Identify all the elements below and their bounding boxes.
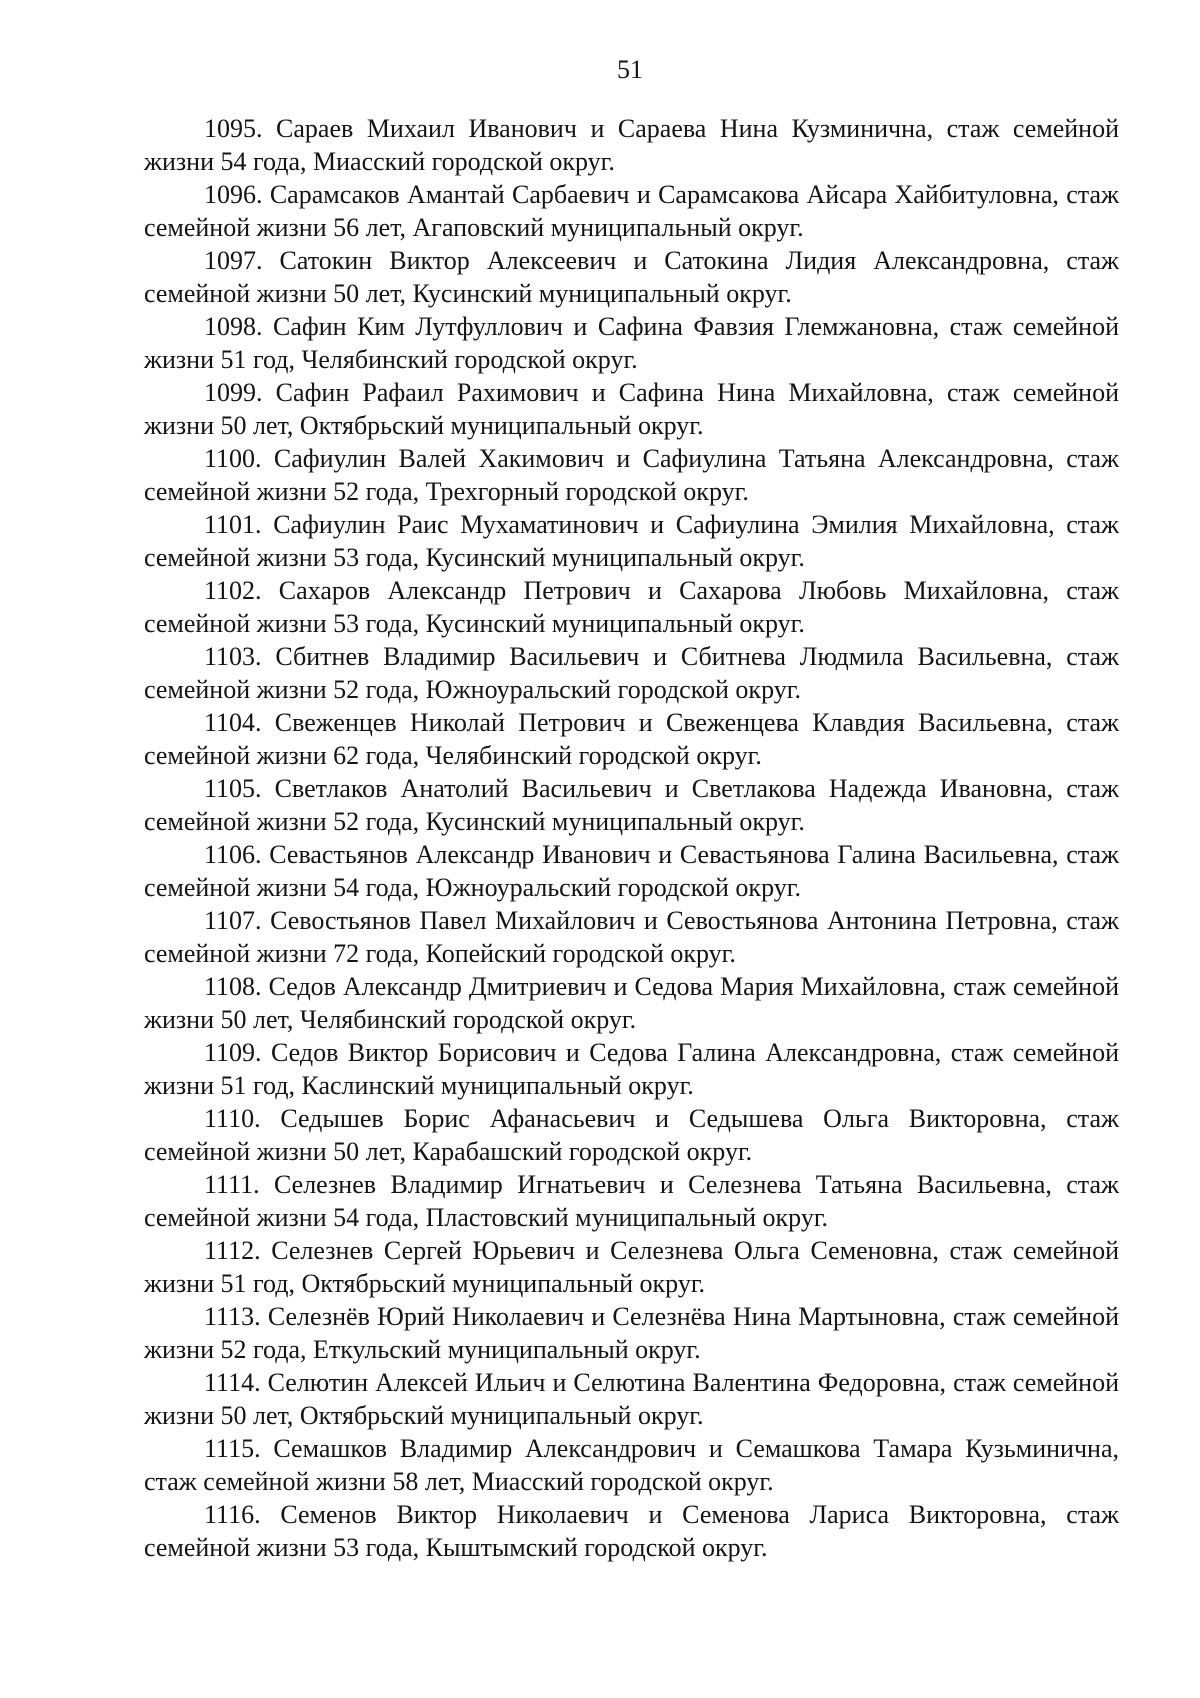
list-item: 1106. Севастьянов Александр Иванович и Севастьянова Галина Васильевна, стаж семейной жизни 54 года, Южноуральский городской округ. — [144, 840, 1119, 902]
list-item: 1109. Седов Виктор Борисович и Седова Галина Александровна, стаж семейной жизни 51 год, Каслинский муниципальный округ. — [144, 1038, 1119, 1100]
list-item: 1107. Севостьянов Павел Михайлович и Севостьянова Антонина Петровна, стаж семейной жизни 72 года, Копейский городской округ. — [144, 906, 1119, 968]
list-item: 1100. Сафиулин Валей Хакимович и Сафиулина Татьяна Александровна, стаж семейной жизни 52 года, Трехгорный городской округ. — [144, 444, 1119, 506]
entry-list — [144, 112, 1119, 1564]
list-item: 1103. Сбитнев Владимир Васильевич и Сбитнева Людмила Васильевна, стаж семейной жизни 52 года, Южноуральский городской округ. — [144, 642, 1119, 704]
list-item: 1110. Седышев Борис Афанасьевич и Седышева Ольга Викторовна, стаж семейной жизни 50 лет, Карабашский городской округ. — [144, 1104, 1119, 1166]
list-item: 1102. Сахаров Александр Петрович и Сахарова Любовь Михайловна, стаж семейной жизни 53 года, Кусинский муниципальный округ. — [144, 576, 1119, 638]
list-item: 1101. Сафиулин Раис Мухаматинович и Сафиулина Эмилия Михайловна, стаж семейной жизни 53 года, Кусинский муниципальный округ. — [144, 510, 1119, 572]
list-item: 1115. Семашков Владимир Александрович и Семашкова Тамара Кузьминична, стаж семейной жизни 58 лет, Миасский городской округ. — [144, 1434, 1119, 1496]
list-item: 1116. Семенов Виктор Николаевич и Семенова Лариса Викторовна, стаж семейной жизни 53 года, Кыштымский городской округ. — [144, 1500, 1119, 1562]
list-item: 1114. Селютин Алексей Ильич и Селютина Валентина Федоровна, стаж семейной жизни 50 лет, Октябрьский муниципальный округ. — [144, 1368, 1119, 1430]
list-item: 1096. Сарамсаков Амантай Сарбаевич и Сарамсакова Айсара Хайбитуловна, стаж семейной жизни 56 лет, Агаповский муниципальный округ. — [144, 180, 1119, 242]
list-item: 1095. Сараев Михаил Иванович и Сараева Нина Кузминична, стаж семейной жизни 54 года, Миасский городской округ. — [144, 114, 1119, 176]
page-number: 51 — [617, 55, 643, 84]
list-item: 1108. Седов Александр Дмитриевич и Седова Мария Михайловна, стаж семейной жизни 50 лет, Челябинский городской округ. — [144, 972, 1119, 1034]
list-item: 1105. Светлаков Анатолий Васильевич и Светлакова Надежда Ивановна, стаж семейной жизни 52 года, Кусинский муниципальный округ. — [144, 774, 1119, 836]
list-item: 1098. Сафин Ким Лутфуллович и Сафина Фавзия Глемжановна, стаж семейной жизни 51 год, Челябинский городской округ. — [144, 312, 1119, 374]
list-item: 1097. Сатокин Виктор Алексеевич и Сатокина Лидия Александровна, стаж семейной жизни 50 лет, Кусинский муниципальный округ. — [144, 246, 1119, 308]
list-item: 1111. Селезнев Владимир Игнатьевич и Селезнева Татьяна Васильевна, стаж семейной жизни 54 года, Пластовский муниципальный округ. — [144, 1170, 1119, 1232]
list-item: 1099. Сафин Рафаил Рахимович и Сафина Нина Михайловна, стаж семейной жизни 50 лет, Октябрьский муниципальный округ. — [144, 378, 1119, 440]
list-item: 1104. Свеженцев Николай Петрович и Свеженцева Клавдия Васильевна, стаж семейной жизни 62 года, Челябинский городской округ. — [144, 708, 1119, 770]
list-item: 1112. Селезнев Сергей Юрьевич и Селезнева Ольга Семеновна, стаж семейной жизни 51 год, Октябрьский муниципальный округ. — [144, 1236, 1119, 1298]
list-item: 1113. Селезнёв Юрий Николаевич и Селезнёва Нина Мартыновна, стаж семейной жизни 52 года, Еткульский муниципальный округ. — [144, 1302, 1119, 1364]
